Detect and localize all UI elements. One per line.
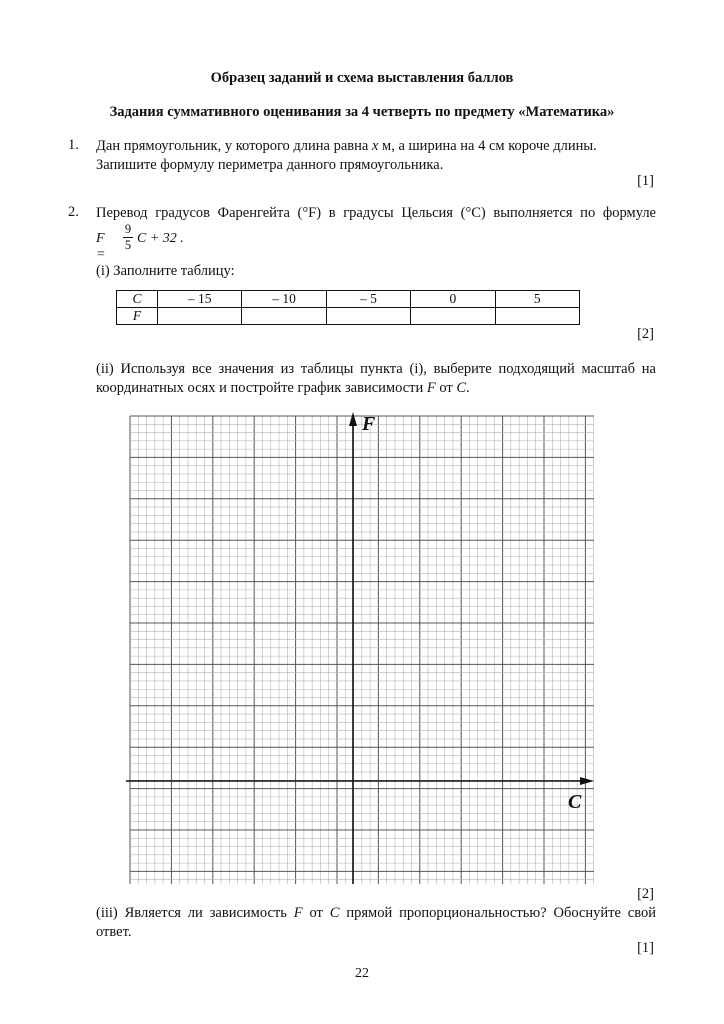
formula-fraction [122,222,134,253]
var-f: F [426,380,436,396]
var-c: C [329,905,340,921]
coordinate-grid[interactable] [124,410,600,886]
table-cell-c: – 5 [326,291,410,308]
y-axis-label: F [362,413,376,435]
task2-part-i: (i) Заполните таблицу: [96,263,235,279]
page-number: 22 [355,966,369,981]
var-f: F [293,905,303,921]
y-axis-arrow-icon [349,412,357,426]
task2-score-i: [2] [637,326,654,342]
table-cell-f[interactable] [495,308,579,325]
task1-score: [1] [637,173,654,189]
table-cell-f[interactable] [158,308,242,325]
task2-part-iii-line2: ответ. [96,924,132,940]
task2-score-iii: [1] [637,940,654,956]
x-axis-label: C [568,791,582,813]
table-label-f: F [117,308,158,325]
task1-number: 1. [68,137,79,153]
formula-rhs: C + 32 . [137,231,184,246]
task2-number: 2. [68,204,79,220]
table-cell-f[interactable] [242,308,326,325]
formula-denominator: 5 [124,238,132,252]
table-cell-f[interactable] [411,308,495,325]
task2-intro: Перевод градусов Фаренгейта (°F) в градусы Цельсия (°C) выполняется по формуле [96,205,656,221]
x-axis-arrow-icon [580,777,594,785]
task2-part-ii-line1: (ii) Используя все значения из таблицы пункта (i), выберите подходящий масштаб на [96,361,656,377]
var-c: C [456,380,467,396]
var-x: x [371,138,379,154]
task1-line1: Дан прямоугольник, у которого длина равна x м, а ширина на 4 см короче длины. [96,138,597,154]
document-title: Образец заданий и схема выставления баллов [210,70,514,86]
table-cell-c: 0 [411,291,495,308]
table-row-c [117,291,580,308]
grid-lines [130,416,594,886]
table-label-c: C [117,291,158,308]
document-subtitle: Задания суммативного оценивания за 4 четверть по предмету «Математика» [109,104,615,120]
table-cell-f[interactable] [326,308,410,325]
values-table [116,290,580,325]
task2-score-ii: [2] [637,886,654,902]
table-cell-c: – 15 [158,291,242,308]
task2-part-iii-line1: (iii) Является ли зависимость F от C прямой пропорциональностью? Обоснуйте свой [96,905,656,921]
formula-lhs: F = [96,231,106,262]
formula-numerator: 9 [124,222,132,236]
table-cell-c: 5 [495,291,579,308]
task2-part-ii-line2: координатных осях и постройте график зависимости F от C. [96,380,470,396]
table-row-f [117,308,580,325]
task1-line2: Запишите формулу периметра данного прямоугольника. [96,157,444,173]
table-cell-c: – 10 [242,291,326,308]
task1-text [96,137,656,175]
